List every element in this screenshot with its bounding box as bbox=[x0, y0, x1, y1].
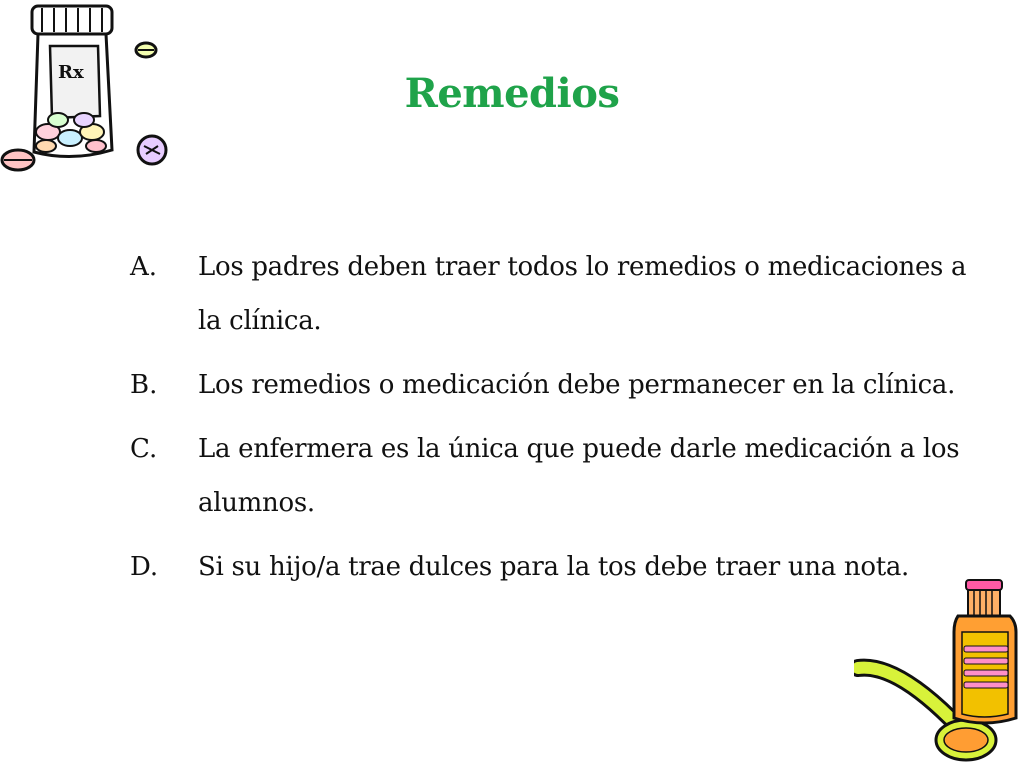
list-item-text: La enfermera es la única que puede darle medicación a los alumnos. bbox=[198, 434, 960, 518]
rx-label: Rx bbox=[58, 62, 84, 83]
list-item-d bbox=[130, 540, 970, 594]
list-item-text: Los remedios o medicación debe permanecer en la clínica. bbox=[198, 370, 956, 400]
list-item-c bbox=[130, 422, 970, 530]
list-item-text: Si su hijo/a trae dulces para la tos debe traer una nota. bbox=[198, 552, 910, 582]
list-item-text: Los padres deben traer todos lo remedios o medicaciones a la clínica. bbox=[198, 252, 967, 336]
list-item-letter: A. bbox=[130, 252, 158, 282]
slide-title: Remedios bbox=[404, 70, 620, 117]
list-item-letter: C. bbox=[130, 434, 158, 464]
list-item-a bbox=[130, 240, 970, 348]
list-item-letter: B. bbox=[130, 370, 158, 400]
list-item-b bbox=[130, 358, 970, 412]
syrup-bottle-and-spoon-icon bbox=[854, 568, 1024, 768]
list-item-letter: D. bbox=[130, 552, 159, 582]
remedies-list bbox=[130, 240, 970, 604]
